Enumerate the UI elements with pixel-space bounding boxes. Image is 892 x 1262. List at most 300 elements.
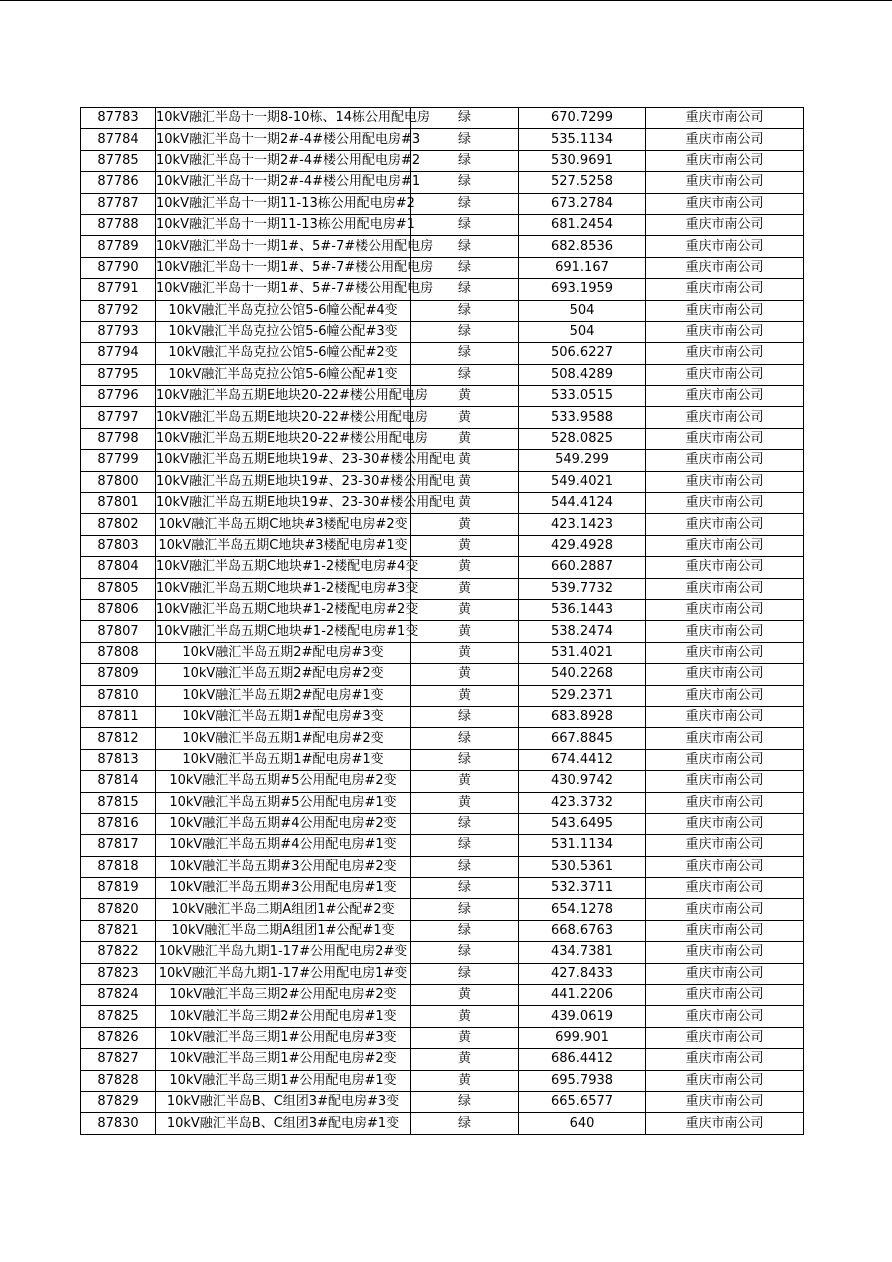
cell-status-color: 绿 (411, 813, 519, 834)
transformer-name-text: 10kV融汇半岛五期C地块#3楼配电房#2变 (158, 516, 408, 532)
cell-company: 重庆市南公司 (646, 685, 804, 706)
cell-transformer-name (156, 985, 411, 1006)
cell-company: 重庆市南公司 (646, 985, 804, 1006)
cell-transformer-name (156, 300, 411, 321)
table-row (81, 428, 804, 449)
cell-company: 重庆市南公司 (646, 321, 804, 342)
cell-company: 重庆市南公司 (646, 792, 804, 813)
table-row (81, 343, 804, 364)
cell-transformer-name (156, 257, 434, 278)
table-row (81, 749, 804, 770)
cell-status-color: 绿 (411, 257, 519, 278)
cell-value: 533.9588 (519, 407, 646, 428)
table-row (81, 236, 804, 257)
table-row (81, 599, 804, 620)
table-row (81, 642, 804, 663)
cell-value: 695.7938 (519, 1070, 646, 1091)
cell-id: 87809 (81, 664, 156, 685)
cell-id: 87793 (81, 321, 156, 342)
cell-status-color: 绿 (411, 706, 519, 727)
cell-id: 87823 (81, 963, 156, 984)
cell-transformer-name (156, 108, 431, 129)
transformer-name-text: 10kV融汇半岛克拉公馆5-6幢公配#4变 (168, 302, 398, 318)
page-top-rule (0, 0, 892, 1)
cell-value: 674.4412 (519, 749, 646, 770)
table-row (81, 535, 804, 556)
cell-status-color: 绿 (411, 899, 519, 920)
cell-transformer-name (156, 878, 411, 899)
cell-value: 423.1423 (519, 514, 646, 535)
cell-transformer-name (156, 450, 456, 471)
cell-company: 重庆市南公司 (646, 150, 804, 171)
cell-status-color: 黄 (411, 578, 519, 599)
cell-company: 重庆市南公司 (646, 514, 804, 535)
cell-value: 699.901 (519, 1027, 646, 1048)
transformer-name-text: 10kV融汇半岛十一期1#、5#-7#楼公用配电房 (156, 238, 434, 254)
cell-company: 重庆市南公司 (646, 450, 804, 471)
cell-id: 87802 (81, 514, 156, 535)
cell-value: 508.4289 (519, 364, 646, 385)
cell-value: 682.8536 (519, 236, 646, 257)
cell-transformer-name (156, 557, 419, 578)
cell-transformer-name (156, 172, 421, 193)
cell-status-color: 黄 (411, 771, 519, 792)
cell-transformer-name (156, 321, 411, 342)
transformer-name-text: 10kV融汇半岛五期2#配电房#1变 (182, 687, 384, 703)
cell-value: 539.7732 (519, 578, 646, 599)
cell-company: 重庆市南公司 (646, 471, 804, 492)
cell-transformer-name (156, 813, 411, 834)
transformer-name-text: 10kV融汇半岛十一期11-13栋公用配电房#1 (156, 217, 415, 233)
table-row (81, 664, 804, 685)
cell-transformer-name (156, 1070, 411, 1091)
cell-transformer-name (156, 493, 456, 514)
cell-id: 87819 (81, 878, 156, 899)
transformer-name-text: 10kV融汇半岛三期2#公用配电房#2变 (169, 987, 397, 1003)
cell-value: 693.1959 (519, 279, 646, 300)
cell-company: 重庆市南公司 (646, 300, 804, 321)
cell-id: 87813 (81, 749, 156, 770)
cell-id: 87790 (81, 257, 156, 278)
cell-status-color: 黄 (411, 386, 519, 407)
transformer-name-text: 10kV融汇半岛五期E地块20-22#楼公用配电房 (156, 409, 428, 425)
cell-status-color: 绿 (411, 129, 519, 150)
cell-company: 重庆市南公司 (646, 343, 804, 364)
cell-value: 530.5361 (519, 856, 646, 877)
table-row (81, 214, 804, 235)
cell-id: 87786 (81, 172, 156, 193)
cell-value: 538.2474 (519, 621, 646, 642)
cell-transformer-name (156, 193, 415, 214)
cell-company: 重庆市南公司 (646, 578, 804, 599)
cell-transformer-name (156, 706, 411, 727)
cell-company: 重庆市南公司 (646, 129, 804, 150)
table-row (81, 706, 804, 727)
cell-value: 504 (519, 321, 646, 342)
table-row (81, 856, 804, 877)
cell-id: 87797 (81, 407, 156, 428)
cell-id: 87817 (81, 835, 156, 856)
cell-id: 87805 (81, 578, 156, 599)
cell-value: 434.7381 (519, 942, 646, 963)
transformer-name-text: 10kV融汇半岛克拉公馆5-6幢公配#2变 (168, 345, 398, 361)
table-row (81, 1027, 804, 1048)
cell-company: 重庆市南公司 (646, 1006, 804, 1027)
cell-id: 87796 (81, 386, 156, 407)
table-row (81, 514, 804, 535)
cell-id: 87806 (81, 599, 156, 620)
transformer-name-text: 10kV融汇半岛五期E地块20-22#楼公用配电房 (156, 431, 428, 447)
cell-value: 529.2371 (519, 685, 646, 706)
transformer-name-text: 10kV融汇半岛五期#4公用配电房#2变 (169, 816, 397, 832)
cell-transformer-name (156, 728, 411, 749)
cell-id: 87783 (81, 108, 156, 129)
cell-status-color: 黄 (411, 664, 519, 685)
cell-id: 87810 (81, 685, 156, 706)
cell-status-color: 黄 (411, 407, 519, 428)
table-row (81, 321, 804, 342)
cell-value: 543.6495 (519, 813, 646, 834)
cell-transformer-name (156, 1027, 411, 1048)
cell-transformer-name (156, 599, 419, 620)
table-row (81, 108, 804, 129)
cell-id: 87814 (81, 771, 156, 792)
cell-transformer-name (156, 1049, 411, 1070)
transformer-name-text: 10kV融汇半岛五期#3公用配电房#2变 (169, 858, 397, 874)
table-row (81, 835, 804, 856)
table-row (81, 1113, 804, 1134)
cell-transformer-name (156, 514, 411, 535)
cell-id: 87803 (81, 535, 156, 556)
cell-value: 506.6227 (519, 343, 646, 364)
cell-value: 667.8845 (519, 728, 646, 749)
table-row (81, 985, 804, 1006)
cell-id: 87808 (81, 642, 156, 663)
cell-value: 531.1134 (519, 835, 646, 856)
transformer-name-text: 10kV融汇半岛克拉公馆5-6幢公配#1变 (168, 366, 398, 382)
cell-id: 87816 (81, 813, 156, 834)
cell-id: 87798 (81, 428, 156, 449)
cell-value: 665.6577 (519, 1091, 646, 1112)
cell-transformer-name (156, 471, 456, 492)
table-row (81, 1091, 804, 1112)
cell-status-color: 黄 (411, 535, 519, 556)
cell-transformer-name (156, 1006, 411, 1027)
cell-company: 重庆市南公司 (646, 493, 804, 514)
cell-value: 531.4021 (519, 642, 646, 663)
cell-value: 532.3711 (519, 878, 646, 899)
cell-id: 87822 (81, 942, 156, 963)
cell-transformer-name (156, 279, 434, 300)
cell-status-color: 绿 (411, 300, 519, 321)
cell-transformer-name (156, 856, 411, 877)
table-row (81, 386, 804, 407)
cell-value: 504 (519, 300, 646, 321)
transformer-name-text: 10kV融汇半岛五期E地块19#、23-30#楼公用配电 (156, 452, 456, 468)
cell-status-color: 黄 (411, 428, 519, 449)
cell-status-color: 黄 (411, 1070, 519, 1091)
cell-company: 重庆市南公司 (646, 557, 804, 578)
cell-status-color: 黄 (411, 493, 519, 514)
cell-company: 重庆市南公司 (646, 642, 804, 663)
cell-company: 重庆市南公司 (646, 193, 804, 214)
table-row (81, 771, 804, 792)
cell-status-color: 绿 (411, 193, 519, 214)
cell-status-color: 绿 (411, 364, 519, 385)
transformer-name-text: 10kV融汇半岛B、C组团3#配电房#3变 (166, 1094, 400, 1110)
cell-transformer-name (156, 428, 428, 449)
cell-company: 重庆市南公司 (646, 1027, 804, 1048)
transformer-name-text: 10kV融汇半岛三期1#公用配电房#2变 (169, 1051, 397, 1067)
cell-value: 441.2206 (519, 985, 646, 1006)
cell-value: 540.2268 (519, 664, 646, 685)
transformer-name-text: 10kV融汇半岛三期1#公用配电房#1变 (169, 1072, 397, 1088)
table-row (81, 364, 804, 385)
transformer-name-text: 10kV融汇半岛十一期1#、5#-7#楼公用配电房 (156, 281, 434, 297)
cell-company: 重庆市南公司 (646, 257, 804, 278)
transformer-name-text: 10kV融汇半岛三期1#公用配电房#3变 (169, 1029, 397, 1045)
table-row (81, 685, 804, 706)
cell-status-color: 黄 (411, 1049, 519, 1070)
cell-value: 640 (519, 1113, 646, 1134)
cell-company: 重庆市南公司 (646, 706, 804, 727)
transformer-name-text: 10kV融汇半岛五期1#配电房#2变 (182, 730, 384, 746)
cell-transformer-name (156, 1091, 411, 1112)
cell-company: 重庆市南公司 (646, 813, 804, 834)
cell-value: 430.9742 (519, 771, 646, 792)
cell-transformer-name (156, 1113, 411, 1134)
table-row (81, 578, 804, 599)
cell-id: 87804 (81, 557, 156, 578)
cell-status-color: 黄 (411, 1027, 519, 1048)
cell-transformer-name (156, 664, 411, 685)
cell-status-color: 黄 (411, 985, 519, 1006)
cell-transformer-name (156, 578, 419, 599)
cell-id: 87818 (81, 856, 156, 877)
cell-id: 87792 (81, 300, 156, 321)
cell-status-color: 黄 (411, 471, 519, 492)
cell-id: 87789 (81, 236, 156, 257)
cell-id: 87829 (81, 1091, 156, 1112)
transformer-name-text: 10kV融汇半岛二期A组团1#公配#2变 (171, 901, 395, 917)
cell-company: 重庆市南公司 (646, 1049, 804, 1070)
cell-value: 654.1278 (519, 899, 646, 920)
cell-company: 重庆市南公司 (646, 878, 804, 899)
cell-status-color: 绿 (411, 728, 519, 749)
cell-value: 536.1443 (519, 599, 646, 620)
cell-value: 549.4021 (519, 471, 646, 492)
cell-company: 重庆市南公司 (646, 214, 804, 235)
cell-status-color: 绿 (411, 172, 519, 193)
transformer-name-text: 10kV融汇半岛五期C地块#1-2楼配电房#2变 (156, 602, 419, 618)
cell-company: 重庆市南公司 (646, 664, 804, 685)
cell-id: 87824 (81, 985, 156, 1006)
cell-id: 87830 (81, 1113, 156, 1134)
cell-status-color: 黄 (411, 599, 519, 620)
table-row (81, 1049, 804, 1070)
transformer-name-text: 10kV融汇半岛五期#4公用配电房#1变 (169, 837, 397, 853)
cell-id: 87791 (81, 279, 156, 300)
cell-status-color: 绿 (411, 920, 519, 941)
transformer-name-text: 10kV融汇半岛五期#5公用配电房#2变 (169, 773, 397, 789)
cell-status-color: 绿 (411, 963, 519, 984)
cell-value: 673.2784 (519, 193, 646, 214)
cell-company: 重庆市南公司 (646, 835, 804, 856)
cell-transformer-name (156, 535, 411, 556)
cell-status-color: 黄 (411, 685, 519, 706)
cell-id: 87827 (81, 1049, 156, 1070)
cell-company: 重庆市南公司 (646, 108, 804, 129)
cell-id: 87801 (81, 493, 156, 514)
table-body (81, 108, 804, 1135)
cell-id: 87826 (81, 1027, 156, 1048)
transformer-name-text: 10kV融汇半岛五期#5公用配电房#1变 (169, 794, 397, 810)
table-row (81, 450, 804, 471)
cell-id: 87825 (81, 1006, 156, 1027)
table-row (81, 407, 804, 428)
cell-transformer-name (156, 386, 428, 407)
table-row (81, 172, 804, 193)
cell-company: 重庆市南公司 (646, 428, 804, 449)
cell-transformer-name (156, 214, 415, 235)
transformer-name-text: 10kV融汇半岛五期1#配电房#1变 (182, 751, 384, 767)
cell-company: 重庆市南公司 (646, 279, 804, 300)
transformer-name-text: 10kV融汇半岛五期C地块#1-2楼配电房#3变 (156, 580, 419, 596)
cell-transformer-name (156, 963, 411, 984)
cell-status-color: 绿 (411, 1113, 519, 1134)
cell-id: 87811 (81, 706, 156, 727)
table-row (81, 728, 804, 749)
cell-status-color: 黄 (411, 792, 519, 813)
cell-status-color: 绿 (411, 878, 519, 899)
table-row (81, 150, 804, 171)
cell-status-color: 绿 (411, 343, 519, 364)
table-row (81, 920, 804, 941)
cell-id: 87800 (81, 471, 156, 492)
cell-company: 重庆市南公司 (646, 364, 804, 385)
transformer-table (80, 107, 804, 1135)
cell-status-color: 黄 (411, 450, 519, 471)
cell-status-color: 绿 (411, 150, 519, 171)
cell-value: 439.0619 (519, 1006, 646, 1027)
cell-id: 87815 (81, 792, 156, 813)
cell-value: 660.2887 (519, 557, 646, 578)
transformer-name-text: 10kV融汇半岛十一期2#-4#楼公用配电房#3 (156, 131, 421, 147)
cell-status-color: 绿 (411, 942, 519, 963)
transformer-name-text: 10kV融汇半岛五期#3公用配电房#1变 (169, 880, 397, 896)
cell-transformer-name (156, 749, 411, 770)
cell-transformer-name (156, 920, 411, 941)
table-row (81, 493, 804, 514)
cell-transformer-name (156, 899, 411, 920)
cell-value: 691.167 (519, 257, 646, 278)
cell-id: 87820 (81, 899, 156, 920)
table-row (81, 557, 804, 578)
cell-value: 427.8433 (519, 963, 646, 984)
cell-status-color: 黄 (411, 514, 519, 535)
cell-transformer-name (156, 343, 411, 364)
cell-value: 668.6763 (519, 920, 646, 941)
cell-transformer-name (156, 771, 411, 792)
table-row (81, 878, 804, 899)
transformer-name-text: 10kV融汇半岛五期C地块#1-2楼配电房#1变 (156, 623, 419, 639)
cell-company: 重庆市南公司 (646, 963, 804, 984)
cell-company: 重庆市南公司 (646, 856, 804, 877)
cell-id: 87785 (81, 150, 156, 171)
cell-company: 重庆市南公司 (646, 599, 804, 620)
table-row (81, 942, 804, 963)
transformer-name-text: 10kV融汇半岛十一期1#、5#-7#楼公用配电房 (156, 259, 434, 275)
transformer-name-text: 10kV融汇半岛B、C组团3#配电房#1变 (166, 1115, 400, 1131)
cell-id: 87807 (81, 621, 156, 642)
cell-id: 87787 (81, 193, 156, 214)
transformer-name-text: 10kV融汇半岛五期2#配电房#2变 (182, 666, 384, 682)
table-row (81, 1006, 804, 1027)
transformer-name-text: 10kV融汇半岛十一期8-10栋、14栋公用配电房 (156, 110, 431, 126)
cell-status-color: 绿 (411, 1091, 519, 1112)
table-row (81, 963, 804, 984)
transformer-name-text: 10kV融汇半岛五期C地块#3楼配电房#1变 (158, 538, 408, 553)
cell-transformer-name (156, 642, 411, 663)
cell-status-color: 绿 (411, 749, 519, 770)
cell-transformer-name (156, 236, 434, 257)
cell-status-color: 黄 (411, 557, 519, 578)
transformer-name-text: 10kV融汇半岛五期C地块#1-2楼配电房#4变 (156, 559, 419, 575)
table-row (81, 792, 804, 813)
cell-value: 527.5258 (519, 172, 646, 193)
cell-transformer-name (156, 685, 411, 706)
transformer-name-text: 10kV融汇半岛五期2#配电房#3变 (182, 644, 384, 660)
cell-status-color: 绿 (411, 321, 519, 342)
transformer-name-text: 10kV融汇半岛二期A组团1#公配#1变 (171, 923, 395, 939)
cell-status-color: 绿 (411, 856, 519, 877)
cell-company: 重庆市南公司 (646, 1091, 804, 1112)
cell-value: 528.0825 (519, 428, 646, 449)
cell-id: 87788 (81, 214, 156, 235)
cell-transformer-name (156, 621, 419, 642)
table-row (81, 621, 804, 642)
cell-status-color: 黄 (411, 621, 519, 642)
cell-value: 549.299 (519, 450, 646, 471)
transformer-name-text: 10kV融汇半岛五期E地块20-22#楼公用配电房 (156, 388, 428, 404)
cell-id: 87784 (81, 129, 156, 150)
table-row (81, 899, 804, 920)
cell-transformer-name (156, 364, 411, 385)
cell-value: 530.9691 (519, 150, 646, 171)
cell-id: 87794 (81, 343, 156, 364)
cell-company: 重庆市南公司 (646, 749, 804, 770)
table-row (81, 471, 804, 492)
cell-value: 429.4928 (519, 535, 646, 556)
transformer-name-text: 10kV融汇半岛十一期11-13栋公用配电房#2 (156, 195, 415, 211)
table-row (81, 1070, 804, 1091)
cell-company: 重庆市南公司 (646, 535, 804, 556)
table-row (81, 257, 804, 278)
cell-status-color: 绿 (411, 108, 519, 129)
cell-company: 重庆市南公司 (646, 728, 804, 749)
cell-company: 重庆市南公司 (646, 236, 804, 257)
transformer-name-text: 10kV融汇半岛克拉公馆5-6幢公配#3变 (168, 324, 398, 340)
cell-status-color: 绿 (411, 236, 519, 257)
cell-id: 87799 (81, 450, 156, 471)
table-row (81, 129, 804, 150)
transformer-name-text: 10kV融汇半岛五期E地块19#、23-30#楼公用配电 (156, 473, 456, 489)
cell-transformer-name (156, 792, 411, 813)
cell-id: 87812 (81, 728, 156, 749)
cell-status-color: 绿 (411, 279, 519, 300)
cell-company: 重庆市南公司 (646, 407, 804, 428)
cell-value: 423.3732 (519, 792, 646, 813)
